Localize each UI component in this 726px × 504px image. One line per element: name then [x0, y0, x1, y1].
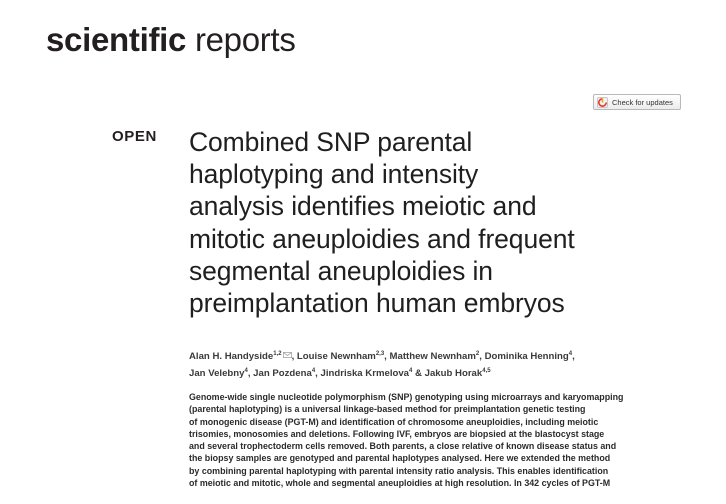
title-line: segmental aneuploidies in — [189, 255, 493, 286]
abstract-line: of monogenic disease (PGT-M) and identification of chromosome aneuploidies, including meiotic — [189, 416, 599, 427]
title-line: haplotyping and intensity — [189, 159, 479, 190]
abstract-line: Genome-wide single nucleotide polymorphism (SNP) genotyping using microarrays and karyomapping — [189, 392, 624, 402]
journal-logo — [46, 18, 296, 62]
author-affiliation: 4 — [244, 367, 248, 374]
mail-icon[interactable] — [283, 352, 292, 358]
author-name[interactable]: Alan H. Handyside — [189, 351, 274, 362]
author-name[interactable]: Jan Pozdena — [253, 368, 312, 379]
author-name[interactable]: Matthew Newnham — [389, 351, 476, 362]
abstract-line: of meiotic and mitotic, whole and segmental aneuploidies at high resolution. In 342 cycles of PGT-M — [189, 478, 611, 489]
title-line: analysis identifies meiotic and — [189, 191, 537, 222]
title-line: mitotic aneuploidies and frequent — [189, 223, 575, 254]
author-affiliation: 2,3 — [375, 350, 385, 357]
author-name[interactable]: Jan Velebny — [189, 368, 245, 379]
author-affiliation: 1,2 — [273, 350, 282, 357]
title-line: preimplantation human embryos — [189, 288, 565, 319]
author-name[interactable]: Dominika Henning — [484, 351, 569, 362]
author-affiliation: 4 — [568, 350, 573, 357]
author-name[interactable]: Jakub Horak — [424, 368, 483, 379]
title-line: Combined SNP parental — [189, 127, 473, 157]
abstract-line: (parental haplotyping) is a universal linkage-based method for preimplantation genetic testing — [189, 404, 586, 415]
author-list: Alan H. Handyside$^{1,2}$ , Louise Newnham$^{2,3}$, Matthew Newnham$^2$, Dominika Henning$^4$, Jan Velebny$^4$, Jan Pozdena$^4$, Jindriska Krmelova$^4$ & Jakub Horak$^{4,5}$ — [189, 350, 575, 379]
abstract — [189, 391, 689, 489]
check-updates-icon — [597, 97, 608, 108]
author-affiliation: 2 — [475, 350, 480, 357]
article-title — [189, 126, 709, 319]
author-affiliation: 4 — [311, 367, 316, 374]
author-affiliation: 4 — [409, 367, 413, 374]
abstract-line: and several trophectoderm cells removed. Both parents, a close relative of known disease status and — [189, 441, 617, 452]
check-for-updates-button[interactable] — [593, 94, 681, 110]
check-updates-label: Check for updates — [612, 97, 673, 107]
author-affiliation: 4,5 — [482, 367, 491, 374]
abstract-line: trisomies, monosomies and deletions. Following IVF, embryos are biopsied at the blastocyst stage — [189, 428, 605, 439]
journal-name-bold: scientific — [46, 21, 187, 58]
open-access-label: OPEN — [112, 128, 157, 145]
abstract-line: by combining parental haplotyping with parental intensity ratio analysis. This enables identification — [189, 465, 609, 476]
abstract-line: the biopsy samples are genotyped and parental haplotypes analysed. Here we extended the method — [189, 453, 611, 464]
author-name[interactable]: Louise Newnham — [296, 351, 376, 362]
journal-name-light: reports — [194, 21, 296, 58]
author-name[interactable]: Jindriska Krmelova — [320, 368, 410, 379]
